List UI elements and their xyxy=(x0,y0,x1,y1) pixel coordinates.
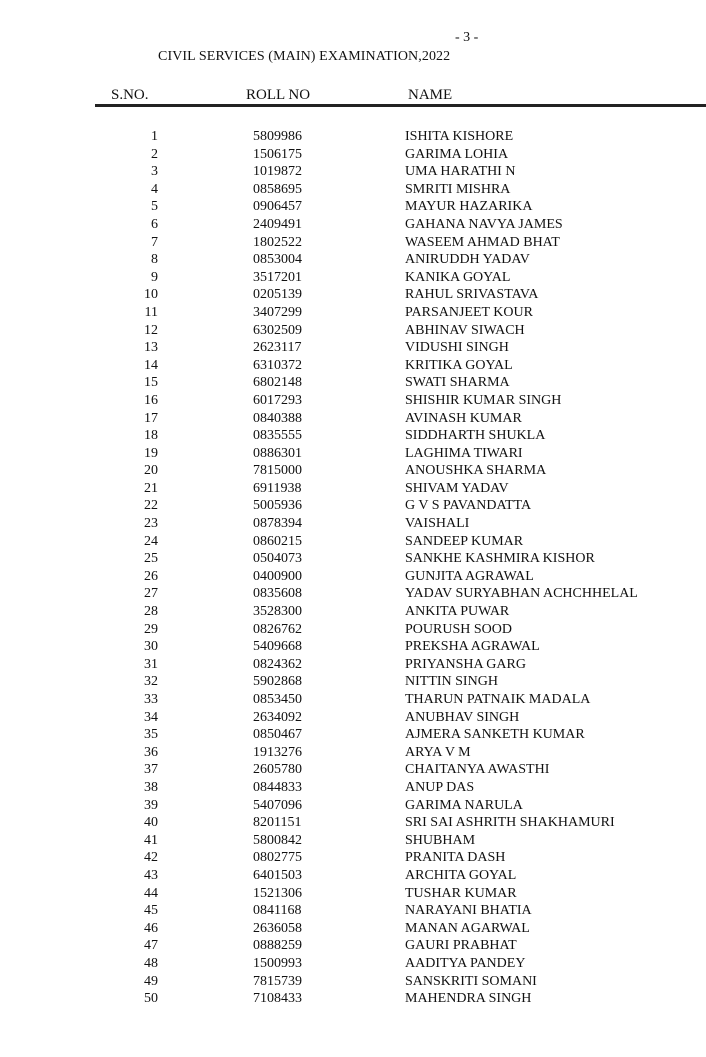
row-sno: 27 xyxy=(144,586,158,602)
table-row xyxy=(0,357,706,375)
table-row xyxy=(0,410,706,428)
header-divider xyxy=(95,104,706,107)
row-roll-no: 7815739 xyxy=(253,973,302,989)
row-sno: 4 xyxy=(151,181,158,197)
table-row xyxy=(0,867,706,885)
results-table xyxy=(0,128,706,1008)
row-name: G V S PAVANDATTA xyxy=(405,498,532,514)
row-sno: 30 xyxy=(144,639,158,655)
row-name: GARIMA NARULA xyxy=(405,797,523,813)
table-row xyxy=(0,181,706,199)
row-roll-no: 2636058 xyxy=(253,920,302,936)
table-row xyxy=(0,568,706,586)
table-row xyxy=(0,726,706,744)
row-name: ANOUSHKA SHARMA xyxy=(405,463,547,479)
row-name: AVINASH KUMAR xyxy=(405,410,522,426)
row-name: SWATI SHARMA xyxy=(405,375,510,391)
table-row xyxy=(0,339,706,357)
column-header-sno: S.NO. xyxy=(111,87,149,103)
row-sno: 16 xyxy=(144,392,158,408)
row-name: KRITIKA GOYAL xyxy=(405,357,513,373)
row-name: THARUN PATNAIK MADALA xyxy=(405,692,591,707)
table-row xyxy=(0,480,706,498)
table-row xyxy=(0,955,706,973)
page-number: - 3 - xyxy=(455,30,479,45)
row-name: NARAYANI BHATIA xyxy=(405,903,532,919)
row-sno: 50 xyxy=(144,991,158,1007)
row-name: SHISHIR KUMAR SINGH xyxy=(405,392,562,408)
row-roll-no: 5407096 xyxy=(253,797,302,813)
row-sno: 47 xyxy=(144,938,158,954)
row-name: SANKHE KASHMIRA KISHOR xyxy=(405,551,595,567)
row-sno: 39 xyxy=(144,797,158,813)
row-name: SRI SAI ASHRITH SHAKHAMURI xyxy=(405,815,615,831)
table-row xyxy=(0,779,706,797)
table-row xyxy=(0,885,706,903)
table-row xyxy=(0,937,706,955)
row-name: KANIKA GOYAL xyxy=(405,269,511,285)
row-roll-no: 0824362 xyxy=(253,656,302,672)
table-row xyxy=(0,269,706,287)
row-name: SANSKRITI SOMANI xyxy=(405,973,537,989)
row-roll-no: 0860215 xyxy=(253,533,302,549)
row-roll-no: 2623117 xyxy=(253,340,302,356)
row-sno: 48 xyxy=(144,955,158,971)
row-roll-no: 0400900 xyxy=(253,568,302,584)
row-sno: 21 xyxy=(144,480,158,496)
table-row xyxy=(0,709,706,727)
row-name: MANAN AGARWAL xyxy=(405,920,530,936)
table-row xyxy=(0,550,706,568)
table-row xyxy=(0,198,706,216)
table-row xyxy=(0,638,706,656)
row-roll-no: 1521306 xyxy=(253,885,302,901)
table-row xyxy=(0,920,706,938)
row-roll-no: 5800842 xyxy=(253,832,302,848)
table-row xyxy=(0,216,706,234)
row-sno: 28 xyxy=(144,604,158,620)
table-row xyxy=(0,744,706,762)
row-sno: 32 xyxy=(144,674,158,690)
table-row xyxy=(0,445,706,463)
row-roll-no: 5902868 xyxy=(253,674,302,690)
row-sno: 13 xyxy=(144,340,158,356)
row-name: SHIVAM YADAV xyxy=(405,480,509,496)
row-roll-no: 0835608 xyxy=(253,586,302,602)
table-row xyxy=(0,832,706,850)
table-row xyxy=(0,585,706,603)
row-sno: 38 xyxy=(144,779,158,795)
row-sno: 23 xyxy=(144,516,158,532)
row-name: ISHITA KISHORE xyxy=(405,129,514,144)
row-sno: 22 xyxy=(144,498,158,514)
row-name: PRANITA DASH xyxy=(405,850,506,866)
row-sno: 1 xyxy=(151,129,158,144)
row-roll-no: 2409491 xyxy=(253,216,302,232)
row-name: ANUP DAS xyxy=(405,779,475,795)
table-row xyxy=(0,128,706,146)
table-row xyxy=(0,621,706,639)
table-row xyxy=(0,462,706,480)
row-name: UMA HARATHI N xyxy=(405,164,516,180)
row-sno: 26 xyxy=(144,568,158,584)
row-name: GUNJITA AGRAWAL xyxy=(405,568,534,584)
table-row xyxy=(0,322,706,340)
row-roll-no: 2634092 xyxy=(253,709,302,725)
row-name: SIDDHARTH SHUKLA xyxy=(405,428,546,444)
row-sno: 17 xyxy=(144,410,158,426)
table-row xyxy=(0,990,706,1008)
row-roll-no: 1500993 xyxy=(253,955,302,971)
row-name: PREKSHA AGRAWAL xyxy=(405,639,540,655)
row-name: TUSHAR KUMAR xyxy=(405,885,517,901)
row-sno: 45 xyxy=(144,903,158,919)
row-name: GAURI PRABHAT xyxy=(405,938,517,954)
row-name: ANIRUDDH YADAV xyxy=(405,252,530,268)
row-roll-no: 0504073 xyxy=(253,551,302,567)
row-sno: 5 xyxy=(151,199,158,215)
row-roll-no: 3407299 xyxy=(253,304,302,320)
row-roll-no: 6911938 xyxy=(253,480,302,496)
row-roll-no: 6401503 xyxy=(253,867,302,883)
row-name: MAHENDRA SINGH xyxy=(405,991,532,1007)
row-sno: 8 xyxy=(151,252,158,268)
row-sno: 18 xyxy=(144,428,158,444)
row-roll-no: 2605780 xyxy=(253,762,302,778)
row-roll-no: 6310372 xyxy=(253,357,302,373)
table-row xyxy=(0,392,706,410)
row-sno: 12 xyxy=(144,322,158,338)
row-name: SHUBHAM xyxy=(405,832,476,848)
row-name: AADITYA PANDEY xyxy=(405,955,526,971)
row-roll-no: 0840388 xyxy=(253,410,302,426)
row-sno: 10 xyxy=(144,287,158,303)
row-roll-no: 1802522 xyxy=(253,234,302,250)
row-sno: 36 xyxy=(144,744,158,760)
row-sno: 14 xyxy=(144,357,158,373)
row-sno: 49 xyxy=(144,973,158,989)
row-roll-no: 3528300 xyxy=(253,604,302,620)
row-sno: 6 xyxy=(151,216,158,232)
table-row xyxy=(0,691,706,709)
row-roll-no: 0844833 xyxy=(253,779,302,795)
table-row xyxy=(0,146,706,164)
row-name: ARYA V M xyxy=(405,744,471,760)
table-row xyxy=(0,374,706,392)
row-roll-no: 0888259 xyxy=(253,938,302,954)
row-roll-no: 6302509 xyxy=(253,322,302,338)
row-name: NITTIN SINGH xyxy=(405,674,498,690)
row-name: PARSANJEET KOUR xyxy=(405,304,533,320)
row-sno: 29 xyxy=(144,621,158,637)
row-roll-no: 5005936 xyxy=(253,498,302,514)
row-name: VAISHALI xyxy=(405,516,470,532)
row-sno: 7 xyxy=(151,234,158,250)
row-sno: 46 xyxy=(144,920,158,936)
table-row xyxy=(0,163,706,181)
table-row xyxy=(0,849,706,867)
page-title: CIVIL SERVICES (MAIN) EXAMINATION,2022 xyxy=(158,49,451,64)
row-roll-no: 7815000 xyxy=(253,463,302,479)
row-name: ANKITA PUWAR xyxy=(405,604,510,620)
row-name: GARIMA LOHIA xyxy=(405,146,509,162)
row-sno: 41 xyxy=(144,832,158,848)
row-name: RAHUL SRIVASTAVA xyxy=(405,287,539,303)
row-roll-no: 8201151 xyxy=(253,815,302,831)
row-sno: 43 xyxy=(144,867,158,883)
row-sno: 11 xyxy=(144,304,158,320)
row-roll-no: 1506175 xyxy=(253,146,302,162)
row-sno: 35 xyxy=(144,727,158,743)
row-roll-no: 0850467 xyxy=(253,727,302,743)
table-row xyxy=(0,902,706,920)
column-header-roll: ROLL NO xyxy=(246,87,311,103)
row-name: YADAV SURYABHAN ACHCHHELAL xyxy=(405,586,638,602)
table-row xyxy=(0,427,706,445)
row-roll-no: 1019872 xyxy=(253,164,302,180)
row-roll-no: 0886301 xyxy=(253,445,302,461)
row-name: ANUBHAV SINGH xyxy=(405,709,520,725)
row-sno: 19 xyxy=(144,445,158,461)
row-name: VIDUSHI SINGH xyxy=(405,340,509,356)
row-roll-no: 0835555 xyxy=(253,428,302,444)
row-roll-no: 6802148 xyxy=(253,375,302,391)
row-name: AJMERA SANKETH KUMAR xyxy=(405,727,585,743)
row-name: WASEEM AHMAD BHAT xyxy=(405,234,560,250)
row-roll-no: 6017293 xyxy=(253,392,302,408)
row-sno: 15 xyxy=(144,375,158,391)
table-row xyxy=(0,973,706,991)
table-row xyxy=(0,234,706,252)
row-roll-no: 0853004 xyxy=(253,252,302,268)
table-row xyxy=(0,251,706,269)
row-sno: 24 xyxy=(144,533,158,549)
row-roll-no: 0906457 xyxy=(253,199,302,215)
row-sno: 44 xyxy=(144,885,158,901)
table-row xyxy=(0,603,706,621)
row-roll-no: 5809986 xyxy=(253,129,302,144)
row-name: CHAITANYA AWASTHI xyxy=(405,762,550,778)
row-sno: 42 xyxy=(144,850,158,866)
row-sno: 9 xyxy=(151,269,158,285)
row-roll-no: 1913276 xyxy=(253,744,302,760)
table-row xyxy=(0,761,706,779)
row-roll-no: 0826762 xyxy=(253,621,302,637)
row-sno: 40 xyxy=(144,815,158,831)
row-sno: 34 xyxy=(144,709,158,725)
row-sno: 31 xyxy=(144,656,158,672)
table-row xyxy=(0,797,706,815)
row-name: SANDEEP KUMAR xyxy=(405,533,524,549)
row-name: POURUSH SOOD xyxy=(405,621,512,637)
row-sno: 33 xyxy=(144,692,158,707)
row-roll-no: 7108433 xyxy=(253,991,302,1007)
table-row xyxy=(0,656,706,674)
row-roll-no: 5409668 xyxy=(253,639,302,655)
row-sno: 37 xyxy=(144,762,158,778)
row-roll-no: 0853450 xyxy=(253,692,302,707)
table-row xyxy=(0,304,706,322)
row-roll-no: 0802775 xyxy=(253,850,302,866)
row-name: MAYUR HAZARIKA xyxy=(405,199,533,215)
row-roll-no: 0858695 xyxy=(253,181,302,197)
row-sno: 20 xyxy=(144,463,158,479)
table-row xyxy=(0,673,706,691)
row-name: LAGHIMA TIWARI xyxy=(405,445,523,461)
row-name: GAHANA NAVYA JAMES xyxy=(405,216,563,232)
row-roll-no: 0878394 xyxy=(253,516,302,532)
row-name: PRIYANSHA GARG xyxy=(405,656,526,672)
table-row xyxy=(0,515,706,533)
table-row xyxy=(0,533,706,551)
row-sno: 3 xyxy=(151,164,158,180)
table-row xyxy=(0,286,706,304)
row-name: ABHINAV SIWACH xyxy=(405,322,525,338)
row-roll-no: 3517201 xyxy=(253,269,302,285)
row-roll-no: 0205139 xyxy=(253,287,302,303)
row-name: ARCHITA GOYAL xyxy=(405,867,517,883)
row-sno: 25 xyxy=(144,551,158,567)
row-roll-no: 0841168 xyxy=(253,903,302,919)
row-name: SMRITI MISHRA xyxy=(405,181,511,197)
row-sno: 2 xyxy=(151,146,158,162)
column-header-name: NAME xyxy=(408,87,453,103)
table-row xyxy=(0,497,706,515)
table-row xyxy=(0,814,706,832)
